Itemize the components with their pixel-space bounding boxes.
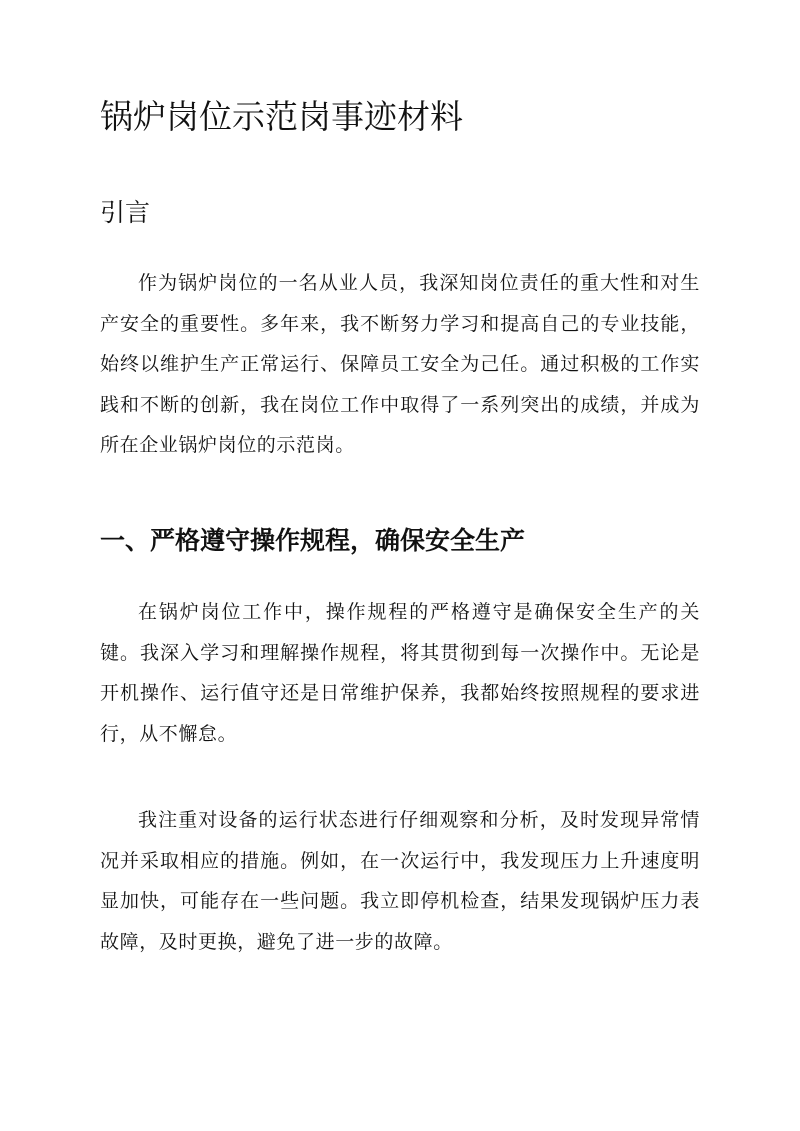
document-title: 锅炉岗位示范岗事迹材料 — [100, 97, 463, 136]
intro-paragraph: 作为锅炉岗位的一名从业人员，我深知岗位责任的重大性和对生产安全的重要性。多年来，我不断努力学习和提高自己的专业技能，始终以维护生产正常运行、保障员工安全为己任。通过积极的工作实践和不断的创新，我在岗位工作中取得了一系列突出的成绩，并成为所在企业锅炉岗位的示范岗。 — [100, 272, 700, 456]
section-1-paragraph-2: 我注重对设备的运行状态进行仔细观察和分析，及时发现异常情况并采取相应的措施。例如，在一次运行中，我发现压力上升速度明显加快，可能存在一些问题。我立即停机检查，结果发现锅炉压力表故障，及时更换，避免了进一步的故障。 — [100, 809, 700, 953]
section-1-heading: 一、严格遵守操作规程，确保安全生产 — [100, 526, 526, 555]
intro-heading: 引言 — [100, 198, 151, 227]
section-1-paragraph-1: 在锅炉岗位工作中，操作规程的严格遵守是确保安全生产的关键。我深入学习和理解操作规程，将其贯彻到每一次操作中。无论是开机操作、运行值守还是日常维护保养，我都始终按照规程的要求进行，从不懈怠。 — [100, 601, 700, 745]
